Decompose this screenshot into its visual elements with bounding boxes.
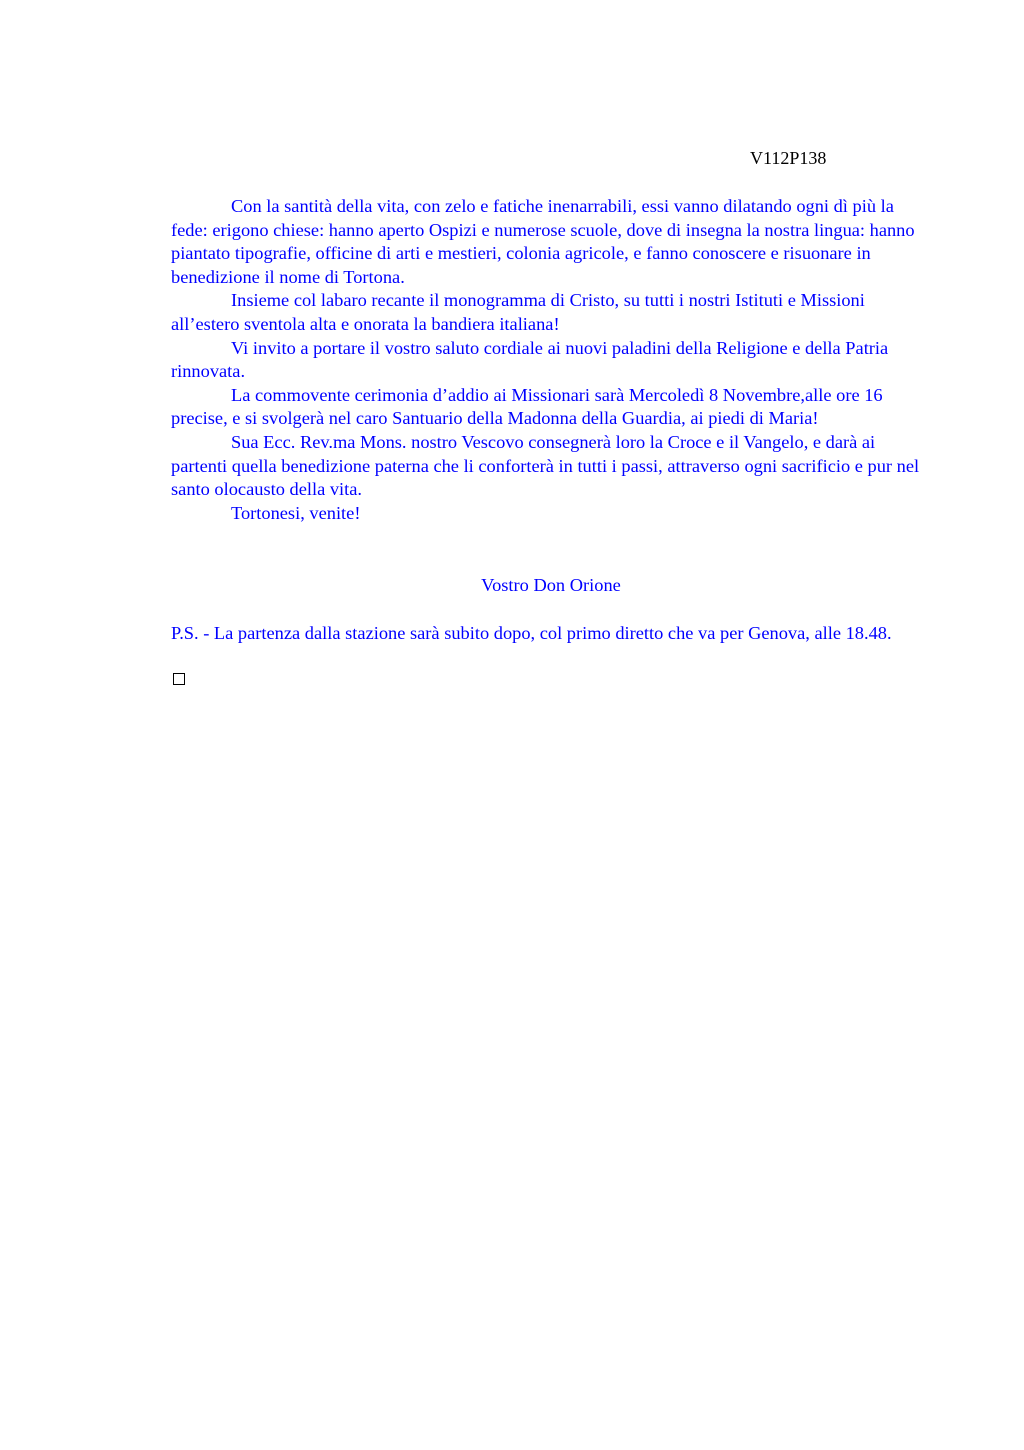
paragraph-5: Sua Ecc. Rev.ma Mons. nostro Vescovo consegnerà loro la Croce e il Vangelo, e darà ai partenti quella benedizione paterna che li conforterà in tutti i passi, attraverso ogni sacrificio e pur nel santo olocausto della vita.: [171, 431, 920, 500]
empty-square-icon: [173, 673, 185, 685]
paragraph-3: Vi invito a portare il vostro saluto cordiale ai nuovi paladini della Religione e della Patria rinnovata.: [171, 337, 889, 382]
paragraph-6: Tortonesi, venite!: [231, 502, 361, 523]
paragraph-4: La commovente cerimonia d’addio ai Missionari sarà Mercoledì 8 Novembre,alle ore 16 precise, e si svolgerà nel caro Santuario della Madonna della Guardia, ai piedi di Maria!: [171, 384, 883, 429]
paragraph-2: Insieme col labaro recante il monogramma di Cristo, su tutti i nostri Istituti e Missioni all’estero sventola alta e onorata la bandiera italiana!: [171, 290, 865, 334]
postscript: P.S. - La partenza dalla stazione sarà subito dopo, col primo diretto che va per Genova, alle 18.48.: [171, 623, 892, 643]
signature: Vostro Don Orione: [481, 575, 621, 595]
page-reference: V112P138: [750, 148, 827, 168]
letter-body: [171, 195, 931, 525]
paragraph-1: Con la santità della vita, con zelo e fatiche inenarrabili, essi vanno dilatando ogni dì più la fede: erigono chiese: hanno aperto Ospizi e numerose scuole, dove di insegna la nostra lingua: hanno piantato tipografie, officine di arti e mestieri, colonia agricole, e fanno conoscere e risuonare in benedizione il nome di Tortona.: [171, 196, 915, 287]
